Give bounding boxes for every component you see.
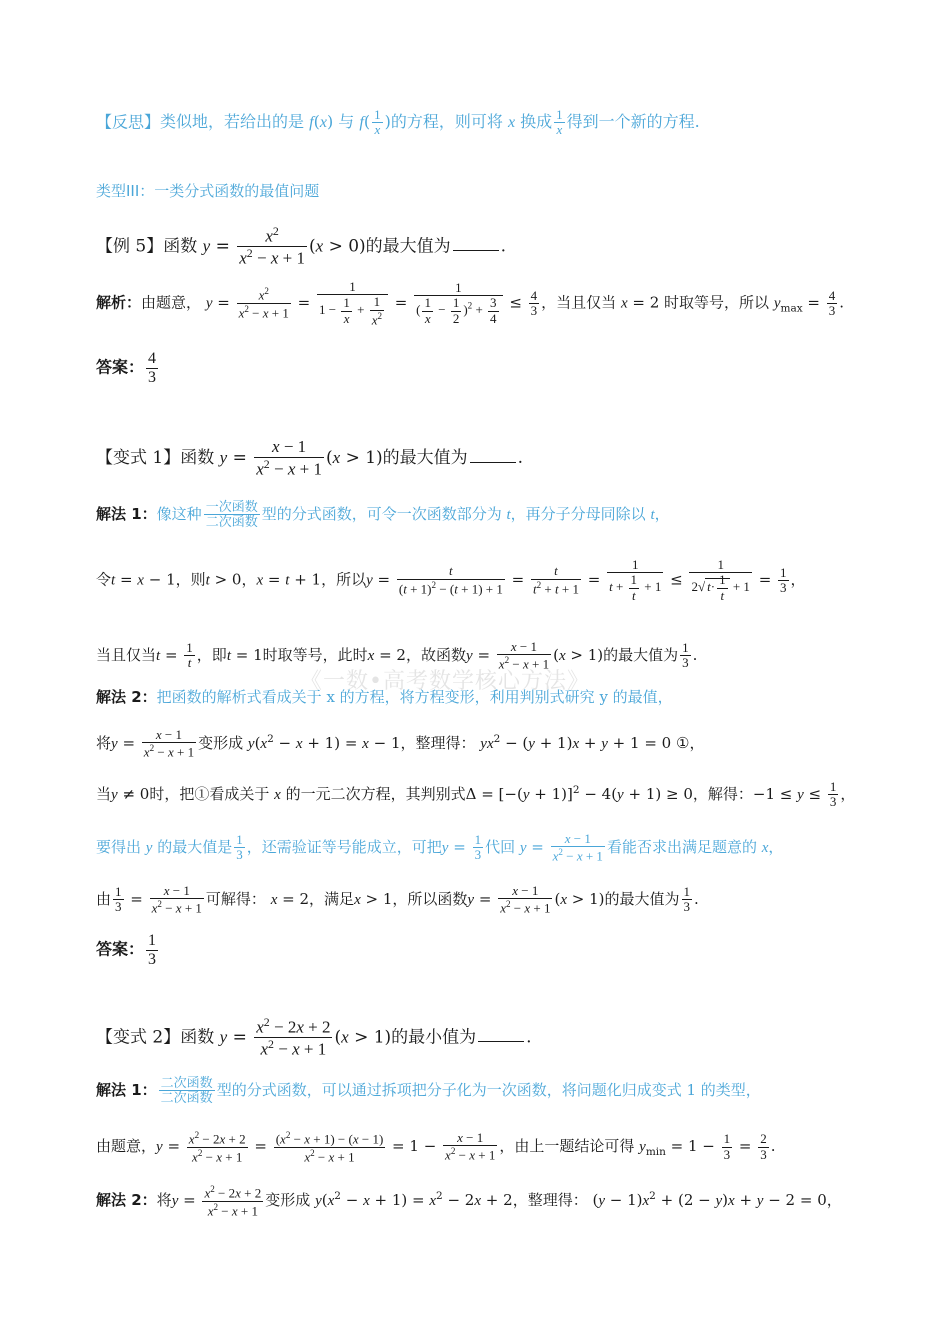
variant1-method2: 解法 2：把函数的解析式看成关于 x 的方程，将方程变形，利用判别式研究 y 的最值，	[96, 688, 673, 706]
variant1-equality: 当且仅当t = $\frac{1}{t}$ ，即t = 1时取等号，此时x = 2，故函数y = $\frac{x - 1}{x^2 - x + 1}$ (x > 1)的最大值为 $\frac{1}{3}$ .	[96, 639, 698, 672]
solution-label: 解析：	[96, 293, 142, 312]
variant2-line: 由题意，y = $\frac{x^2 - 2x + 2}{x^2 - x + 1}$ = $\frac{(x^2 - x + 1) - (x - 1)}{x^2 - x + 1}$ = 1 − $\frac{x - 1}{x^2 - x + 1}$ ，由上一题结论可得 $y_{min} = 1$ − $\frac{1}{3}$ = $\frac{2}{3}$ .	[96, 1130, 776, 1164]
reflection-line	[96, 108, 890, 138]
example5-label: 【例 5】	[96, 236, 164, 257]
type3-heading: 类型III：一类分式函数的最值问题	[96, 182, 320, 200]
variant1-method1: 解法 1：像这种 $\frac{\text{一次函数}}{\text{二次函数}}$ 型的分式函数，可令一次函数部分为 t，再分子分母同除以 t，	[96, 499, 670, 530]
variant1-let: 令t = x − 1，则t > 0，x = t + 1，所以y = $\frac{t}{(t + 1)^2 - (t + 1) + 1}$ = $\frac{t}{t^2 + t + 1}$ = 1 t + $\frac{1}{t}$ + 1 ≤ 1 2√ t· $\frac{1}{t}$ + 1 = $\frac{1}{3}$ ，	[96, 557, 806, 603]
reflection-text: 类似地，若给出的是 f(x) 与 f( $\frac{1}{x}$ )的方程，则可将 x 换成 $\frac{1}{x}$ 得到一个新的方程.	[160, 107, 700, 138]
example5-answer: 答案： $\frac{4}{3}$	[96, 350, 157, 386]
variant1-discriminant: 当y ≠ 0时，把①看成关于 x 的一元二次方程，其判别式$\Delta = [-(y + 1)]^2 - 4(y + 1) \ge 0$，解得：−1 ≤ y ≤ $\frac{1}{3}$ ，	[96, 779, 856, 810]
example5-prompt: 【例 5】函数 y = $\frac{x^2}{x^2 - x + 1}$ (x > 0)的最大值为 .	[96, 224, 507, 268]
variant1-verify: 要得出 y 的最大值是 $\frac{1}{3}$ ，还需验证等号能成立，可把y = $\frac{1}{3}$ 代回 y = $\frac{x - 1}{x^2 - x + 1}$ 看能否求出满足题意的 x，	[96, 831, 784, 864]
variant1-prompt: 【变式 1】函数 y = $\frac{x - 1}{x^2 - x + 1}$ (x > 1)的最大值为 .	[96, 437, 524, 479]
answer-blank[interactable]	[478, 1041, 524, 1042]
variant1-label: 【变式 1】	[96, 448, 181, 469]
watermark: 《一数•高考数学核心方法》	[300, 669, 590, 694]
variant1-transform: 将y = $\frac{x - 1}{x^2 - x + 1}$ 变形成 $y(x^2 - x + 1) = x - 1$，整理得： $yx^2 - (y + 1)x + y + 1 = 0$ ①，	[96, 727, 705, 760]
answer-blank[interactable]	[453, 250, 499, 251]
variant2-label: 【变式 2】	[96, 1027, 181, 1048]
variant1-answer: 答案： $\frac{1}{3}$	[96, 932, 157, 968]
variant2-method1: 解法 1： $\frac{\text{二次函数}}{\text{二次函数}}$ 型的分式函数，可以通过拆项把分子化为一次函数，将问题化归成变式 1 的类型，	[96, 1075, 761, 1106]
example5-solution: 解析：由题意， y = $\frac{x^2}{x^2 - x + 1}$ = 1 1 − $\frac{1}{x}$ + $\frac{1}{x^2}$ = 1 ( $\frac{1}{x}$ − $\frac{1}{2}$ )$^2$ + $\frac{3}{4}$ ≤ $\frac{4}{3}$ ，当且仅当 x = 2 时取等号，所以 $y_{max}$ = $\frac{4}{3}$ .	[96, 279, 845, 327]
variant2-method2: 解法 2：将y = $\frac{x^2 - 2x + 2}{x^2 - x + 1}$ 变形成 $y(x^2 - x + 1) = x^2 - 2x + 2$，整理得： $(y - 1)x^2 + (2 - y)x + y - 2 = 0$，	[96, 1184, 842, 1218]
reflection-label: 【反思】	[96, 112, 161, 132]
variant2-prompt: 【变式 2】函数 y = $\frac{x^2 - 2x + 2}{x^2 - x + 1}$ (x > 1)的最小值为 .	[96, 1015, 532, 1059]
variant1-final: 由 $\frac{1}{3}$ = $\frac{x - 1}{x^2 - x + 1}$ 可解得： x = 2，满足x > 1，所以函数y = $\frac{x - 1}{x^2 - x + 1}$ (x > 1)的最大值为 $\frac{1}{3}$ .	[96, 883, 699, 916]
answer-blank[interactable]	[470, 462, 516, 463]
